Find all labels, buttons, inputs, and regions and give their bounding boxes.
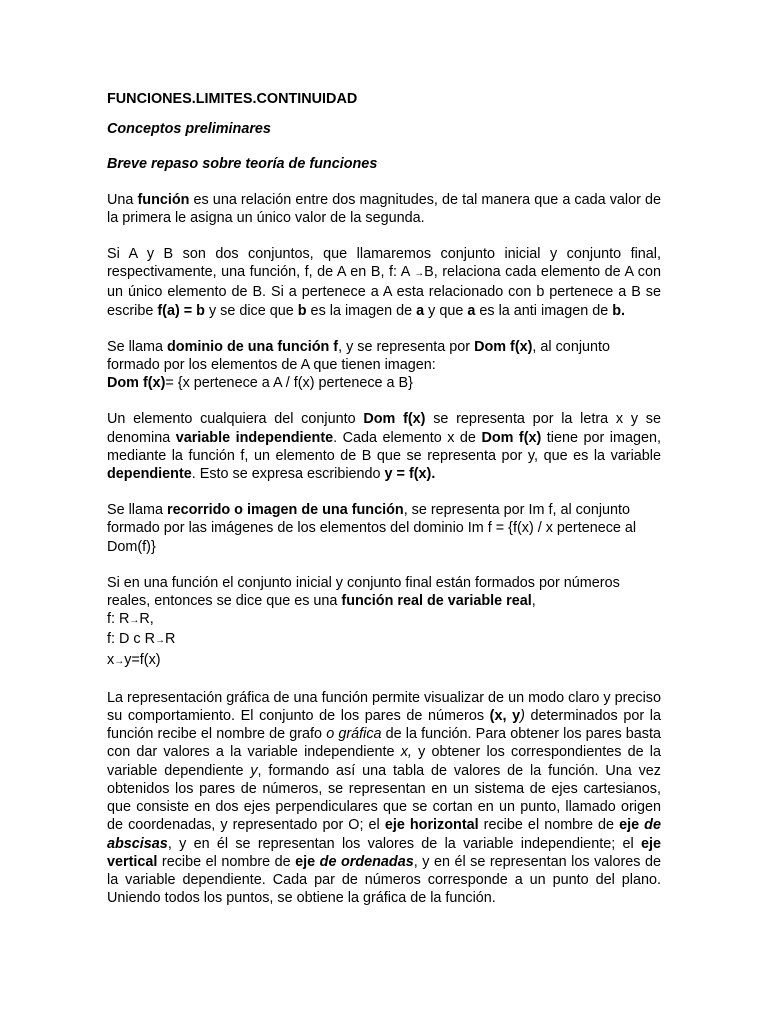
paragraph-graph-representation — [107, 689, 661, 907]
bold-term: dominio de una función f — [167, 338, 339, 355]
bold-term: dependiente — [107, 466, 192, 483]
text-run: , y se representa por — [338, 338, 475, 355]
mapping-line-2 — [107, 630, 661, 650]
bold-term: Dom f(x) — [481, 429, 542, 446]
text-run: recibe el nombre de — [478, 817, 620, 834]
bold-term: función real de variable real — [341, 593, 532, 610]
mapping-line-1 — [107, 610, 661, 630]
bold-term: b — [297, 302, 307, 319]
bold-italic-term: de abscisas — [107, 817, 661, 852]
text-run: de la función. Para obtener los pares basta con dar valores a la variable independiente — [107, 726, 661, 761]
text-run: se representa por la letra x y se denomina — [107, 411, 661, 446]
text-run: es la imagen de — [306, 302, 417, 319]
italic-term: ) — [520, 708, 525, 725]
document-page — [107, 90, 661, 925]
text-run: La representación gráfica de una función permite visualizar de un modo claro y preciso su comportamiento. El conjunto de los pares de números — [107, 689, 661, 725]
document-title: FUNCIONES.LIMITES.CONTINUIDAD — [107, 91, 358, 107]
bold-term: función — [137, 191, 190, 208]
bold-term: a — [416, 302, 425, 319]
text-run: Se llama — [107, 502, 167, 519]
bold-term: f(a) = b — [157, 302, 205, 319]
text-run: R — [164, 631, 176, 648]
text-run: Un elemento cualquiera del conjunto — [107, 411, 364, 428]
bold-term: Dom f(x) — [363, 411, 426, 428]
bold-term: eje — [295, 853, 320, 870]
bold-term: Dom f(x) — [474, 338, 533, 355]
paragraph-function-definition — [107, 191, 661, 227]
text-run: determinados por la función recibe el nombre de grafo — [107, 708, 661, 743]
paragraph-real-function — [107, 574, 661, 671]
text-run: , formando así una tabla de valores de la función. Una vez obtenidos los pares de números, se representan en un sistema de ejes cartesianos, que consiste en dos ejes perpendiculares que se cortan en un punto, llamado origen de coordenadas, y representado por O; el — [107, 762, 661, 834]
italic-term: x, — [400, 744, 412, 761]
arrow-icon: → — [414, 268, 425, 280]
text-run: . Esto se expresa escribiendo — [191, 466, 385, 483]
bold-term: y = f(x). — [384, 466, 436, 483]
text-run: Se llama — [107, 338, 167, 355]
text-run: Si en una función el conjunto inicial y conjunto final están formados por números reales, entonces se dice que es una — [107, 574, 620, 610]
text-run: , y en él se representan los valores de la variable independiente; el — [167, 835, 641, 852]
text-run: es una relación entre dos magnitudes, de tal manera que a cada valor de la primera le asigna un único valor de la segunda. — [107, 191, 661, 226]
text-run: , se representa por Im f, al conjunto formado por las imágenes de los elementos del dominio Im f = {f(x) / x pertenece al Dom(f)} — [107, 502, 637, 555]
text-run: R, — [139, 611, 154, 628]
paragraph-sets-mapping — [107, 245, 661, 320]
text-run: f: D c R — [107, 631, 155, 648]
bold-italic-term: de ordenadas — [319, 853, 414, 870]
bold-term: eje horizontal — [384, 817, 479, 834]
arrow-icon: → — [129, 615, 140, 627]
bold-term: Dom f(x) — [107, 375, 166, 392]
arrow-icon: → — [154, 635, 165, 647]
bold-term: b. — [612, 302, 625, 319]
text-run: B, relaciona cada elemento de A con un único elemento de B. Si a pertenece a A esta relacionado con b pertenece a B se escribe — [107, 264, 661, 319]
text-run: x — [107, 651, 115, 668]
arrow-icon: → — [114, 655, 125, 667]
domain-formula — [107, 374, 661, 392]
section-heading: Conceptos preliminares — [107, 121, 271, 138]
text-run: Una — [107, 191, 138, 208]
text-run: , al conjunto formado por los elementos de A que tienen imagen: — [107, 338, 611, 374]
text-run: . Cada elemento x de — [333, 429, 482, 446]
italic-term: o gráfica — [326, 726, 382, 743]
italic-term: y — [250, 762, 258, 779]
bold-term: recorrido o imagen de una función — [167, 502, 404, 519]
text-run: , y en él se representan los valores de la variable dependiente. Cada par de números corresponde a un punto del plano. Uniendo todos los puntos, se obtiene la gráfica de la función. — [107, 853, 661, 907]
text-run: , — [531, 593, 536, 610]
text-run: es la anti imagen de — [475, 302, 613, 319]
bold-term: variable independiente — [175, 429, 334, 446]
text-run: y=f(x) — [124, 651, 161, 668]
paragraph-independent-variable — [107, 410, 661, 483]
text-run: Si A y B son dos conjuntos, que llamaremos conjunto inicial y conjunto final, respectivamente, una función, f, de A en B, f: A — [107, 246, 661, 281]
text-run: recibe el nombre de — [157, 853, 296, 870]
paragraph-range — [107, 501, 661, 556]
bold-term: (x, y — [489, 708, 521, 725]
bold-term: eje — [619, 817, 645, 834]
text-run: = {x pertenece a A / f(x) pertenece a B} — [165, 375, 413, 392]
bold-term: a — [467, 302, 476, 319]
text-run: tiene por imagen, mediante la función f, un elemento de B que se representa por y, que es la variable — [107, 429, 661, 464]
paragraph-domain — [107, 338, 661, 393]
text-run: y se dice que — [204, 302, 298, 319]
mapping-line-3 — [107, 651, 661, 671]
text-run: y obtener los correspondientes de la variable dependiente — [107, 744, 662, 779]
text-run: f: R — [107, 611, 130, 628]
bold-term: eje vertical — [107, 835, 661, 870]
subsection-heading: Breve repaso sobre teoría de funciones — [107, 156, 378, 173]
text-run: y que — [424, 302, 468, 319]
